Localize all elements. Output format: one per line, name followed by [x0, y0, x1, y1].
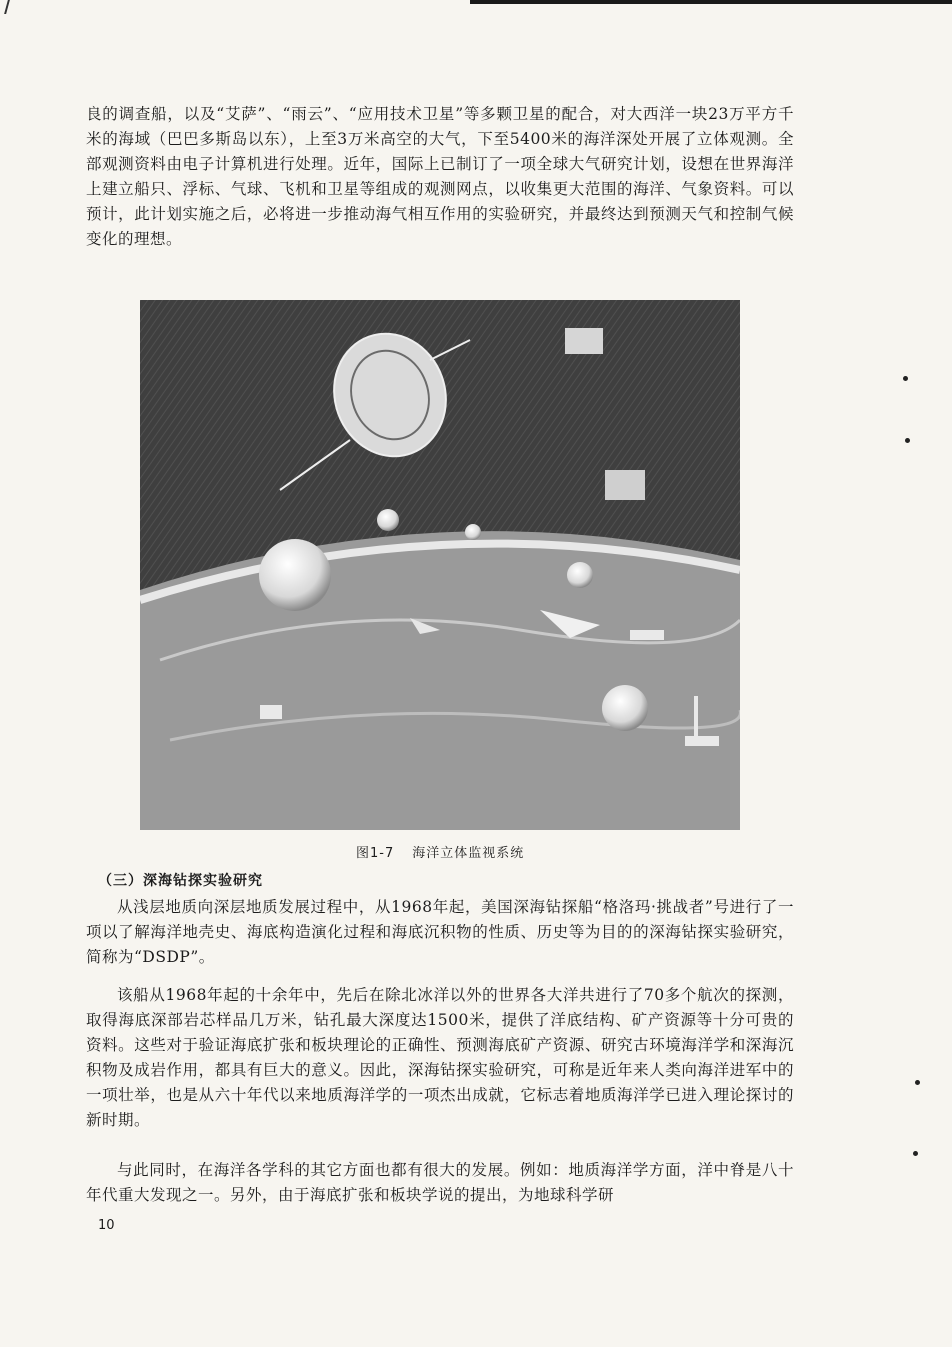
scan-speck — [915, 1080, 920, 1085]
paragraph-continued: 良的调查船，以及“艾萨”、“雨云”、“应用技术卫星”等多颗卫星的配合，对大西洋一块23万平方千米的海域（巴巴多斯岛以东），上至3万米高空的大气，下至5400米的海洋深处开展了立体观测。全部观测资料由电子计算机进行处理。近年，国际上已制订了一项全球大气研究计划，设想在世界海洋上建立船只、浮标、气球、飞机和卫星等组成的观测网点，以收集更大范围的海洋、气象资料。可以预计，此计划实施之后，必将进一步推动海气相互作用的实验研究，并最终达到预测天气和控制气候变化的理想。 — [86, 105, 794, 248]
buoy-ship-bottom — [685, 736, 719, 746]
top-edge-bar — [470, 0, 952, 4]
ship-right — [630, 630, 664, 640]
large-balloon-left — [259, 539, 331, 611]
figure-title: 海洋立体监视系统 — [412, 846, 525, 861]
small-balloon — [377, 509, 399, 531]
large-balloon-right — [602, 685, 648, 731]
figure-number: 图1-7 — [356, 846, 395, 861]
section-heading: （三）深海钻探实验研究 — [98, 873, 263, 889]
small-satellite-top — [565, 328, 603, 354]
page-number: 10 — [98, 1218, 115, 1233]
ocean-monitoring-illustration — [140, 300, 740, 830]
paragraph-other-disciplines: 与此同时，在海洋各学科的其它方面也都有很大的发展。例如：地质海洋学方面，洋中脊是八十年代重大发现之一。另外，由于海底扩张和板块学说的提出，为地球科学研 — [86, 1161, 794, 1204]
ship-left — [260, 705, 282, 719]
weather-balloon — [567, 562, 593, 588]
scan-speck — [913, 1151, 918, 1156]
figure-illustration — [140, 300, 740, 830]
tiny-balloon — [465, 524, 481, 540]
paragraph-dsdp: 从浅层地质向深层地质发展过程中，从1968年起，美国深海钻探船“格洛玛·挑战者”号进行了一项以了解海洋地壳史、海底构造演化过程和海底沉积物的性质、历史等为目的的深海钻探实验研究，简称为“DSDP”。 — [86, 898, 794, 966]
paragraph-voyages: 该船从1968年起的十余年中，先后在除北冰洋以外的世界各大洋共进行了70多个航次的探测，取得海底深部岩芯样品几万米，钻孔最大深度达1500米，提供了洋底结构、矿产资源等十分可贵的资料。这些对于验证海底扩张和板块理论的正确性、预测海底矿产资源、研究古环境海洋学和深海沉积物及成岩作用，都具有巨大的意义。因此，深海钻探实验研究，可称是近年来人类向海洋进军中的一项壮举，也是从六十年代以来地质海洋学的一项杰出成就，它标志着地质海洋学已进入理论探讨的新时期。 — [86, 986, 794, 1129]
scan-speck — [905, 438, 910, 443]
scan-speck — [903, 376, 908, 381]
corner-mark — [4, 0, 10, 14]
small-satellite-right — [605, 470, 645, 500]
figure-caption — [356, 842, 542, 861]
